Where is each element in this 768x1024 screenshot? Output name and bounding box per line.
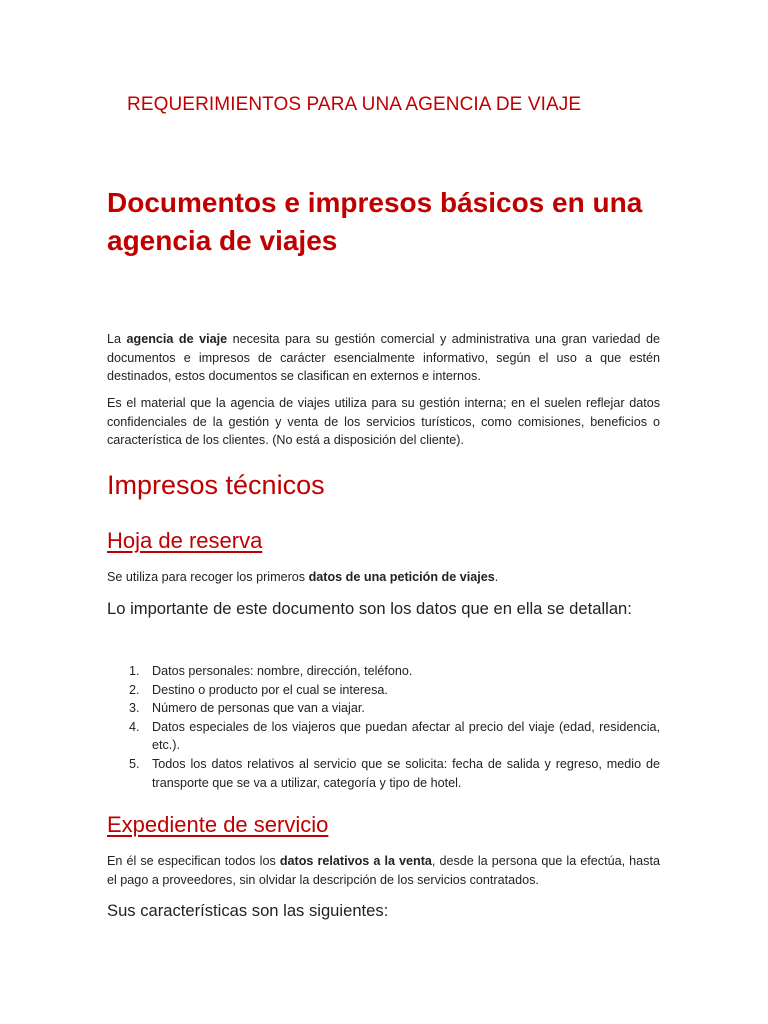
expediente-description: En él se especifican todos los datos relativos a la venta, desde la persona que la efectúa, hasta el pago a proveedores, sin olvidar la descripción de los servicios contratados. [107,854,660,887]
expediente-description-bold: datos relativos a la venta [279,854,432,868]
list-item [107,699,660,718]
section-heading-impresos-tecnicos: Impresos técnicos [107,470,325,500]
list-item [107,755,660,792]
hoja-description-bold: datos de una petición de viajes [308,570,495,584]
document-title: REQUERIMIENTOS PARA UNA AGENCIA DE VIAJE [127,94,582,115]
list-item [107,681,660,700]
list-item-text: Todos los datos relativos al servicio que se solicita: fecha de salida y regreso, medio de transporte que se va a utilizar, categoría y tipo de hotel. [152,756,660,790]
list-item-text: Destino o producto por el cual se interesa. [152,682,388,697]
intro-paragraph-2: Es el material que la agencia de viajes utiliza para su gestión interna; en el suelen reflejar datos confidenciales de la gestión y venta de los servicios turísticos, como comisiones, beneficios o característica de los clientes. (No está a disposición del cliente). [107,396,660,448]
list-item-number: 2. [129,682,140,697]
list-item-number: 5. [129,756,140,771]
hoja-datos-list [107,662,660,792]
main-heading: Documentos e impresos básicos en una agencia de viajes [107,187,643,256]
hoja-lead-text: Lo importante de este documento son los datos que en ella se detallan: [107,599,632,618]
agencia-de-viaje-bold: agencia de viaje [126,332,228,346]
subheading-expediente-de-servicio: Expediente de servicio [107,812,329,837]
list-item-number: 3. [129,701,140,716]
list-item-text: Número de personas que van a viajar. [152,701,365,716]
intro-paragraph-1: La agencia de viaje necesita para su gestión comercial y administrativa una gran variedad de documentos e impresos de carácter esencialmente informativo, según el uso a que estén destinados, estos documentos se clasifican en externos e internos. [107,332,661,384]
list-item [107,662,660,681]
list-item-text: Datos especiales de los viajeros que puedan afectar al precio del viaje (edad, residencia, etc.). [152,719,660,753]
list-item [107,718,660,755]
list-item-number: 4. [129,719,140,734]
list-item-number: 1. [129,664,140,678]
list-item-text: Datos personales: nombre, dirección, teléfono. [152,664,413,678]
subheading-hoja-de-reserva: Hoja de reserva [107,528,263,553]
expediente-lead-text: Sus características son las siguientes: [107,901,389,920]
hoja-description: Se utiliza para recoger los primeros datos de una petición de viajes. [107,570,499,584]
